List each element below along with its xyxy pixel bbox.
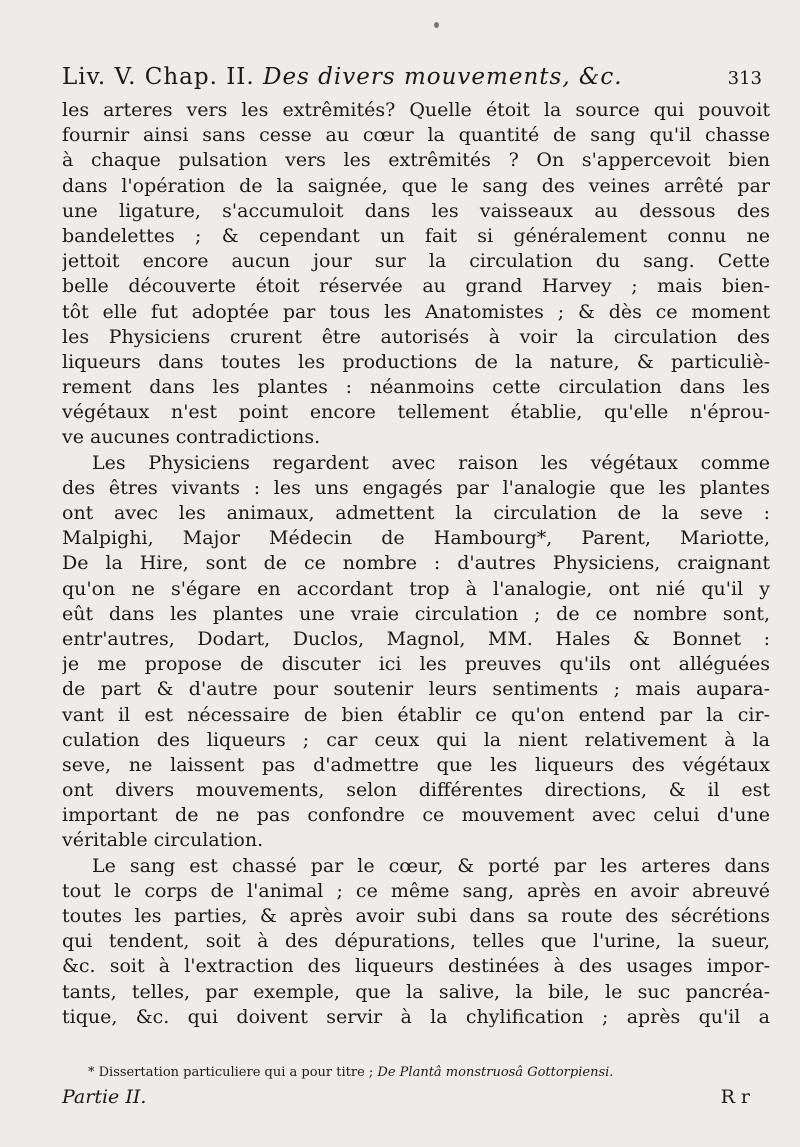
text-line: tants, telles, par exemple, que la salive, la bile, le suc pancréa- — [62, 980, 770, 1003]
ink-dot — [434, 22, 439, 28]
text-line: De la Hire, sont de ce nombre : d'autres Physiciens, craignant — [62, 552, 770, 575]
text-line: ve aucunes contradictions. — [62, 426, 321, 449]
footnote-title: De Plantâ monstruosâ Gottorpiensi. — [377, 1065, 614, 1080]
text-line: des êtres vivants : les uns engagés par l'analogie que les plantes — [62, 476, 770, 499]
text-line: les arteres vers les extrêmités? Quelle étoit la source qui pouvoit — [62, 99, 770, 121]
text-line: culation des liqueurs ; car ceux qui la nient relativement à la — [62, 728, 770, 751]
text-line: toutes les parties, & après avoir subi dans sa route des sécrétions — [62, 905, 770, 927]
text-line: Le sang est chassé par le cœur, & porté par les arteres dans — [92, 854, 770, 877]
text-line: Les Physiciens regardent avec raison les végétaux comme — [92, 451, 770, 474]
text-line: une ligature, s'accumuloit dans les vaisseaux au dessous des — [62, 199, 770, 222]
text-line: Malpighi, Major Médecin de Hambourg*, Parent, Mariotte, — [62, 527, 770, 550]
running-head-title: Des divers mouvements, &c. — [263, 64, 623, 90]
footnote — [88, 1065, 768, 1080]
text-line: ont avec les animaux, admettent la circulation de la seve : — [62, 502, 770, 524]
page-header — [62, 64, 762, 96]
text-line: les Physiciens crurent être autorisés à voir la circulation des — [62, 325, 770, 348]
text-line: rement dans les plantes : néanmoins cette circulation dans les — [62, 376, 770, 399]
text-line: ont divers mouvements, selon différentes directions, & il est — [62, 779, 770, 802]
text-line: qu'on ne s'égare en accordant trop à l'analogie, ont nié qu'il y — [62, 577, 770, 600]
text-line: tout le corps de l'animal ; ce même sang, après en avoir abreuvé — [62, 879, 770, 902]
text-line: liqueurs dans toutes les productions de la nature, & particuliè- — [62, 350, 770, 373]
text-line: fournir ainsi sans cesse au cœur la quantité de sang qu'il chasse — [62, 124, 770, 147]
text-line: véritable circulation. — [62, 829, 264, 852]
text-line: je me propose de discuter ici les preuves qu'ils ont alléguées — [62, 653, 770, 676]
footnote-text: * Dissertation particuliere qui a pour titre ; — [88, 1065, 378, 1080]
text-line: &c. soit à l'extraction des liqueurs destinées à des usages impor- — [62, 955, 770, 978]
signature-line — [62, 1086, 750, 1108]
text-line: de part & d'autre pour soutenir leurs sentiments ; mais aupara- — [62, 678, 770, 701]
part-label: Partie II. — [62, 1086, 147, 1108]
text-line: jettoit encore aucun jour sur la circulation du sang. Cette — [62, 250, 770, 273]
text-line: tique, &c. qui doivent servir à la chylification ; après qu'il a — [62, 1005, 770, 1028]
running-head — [62, 64, 623, 90]
text-line: entr'autres, Dodart, Duclos, Magnol, MM. Hales & Bonnet : — [62, 627, 770, 650]
text-line: qui tendent, soit à des dépurations, telles que l'urine, la sueur, — [62, 930, 770, 953]
text-line: à chaque pulsation vers les extrêmités ? On s'appercevoit bien — [62, 149, 770, 172]
running-head-chapter: Liv. V. Chap. II. — [62, 64, 255, 90]
signature-mark: R r — [720, 1086, 750, 1108]
text-line: eût dans les plantes une vraie circulation ; de ce nombre sont, — [62, 602, 770, 625]
body-text — [62, 98, 770, 1030]
text-line: tôt elle fut adoptée par tous les Anatomistes ; & dès ce moment — [62, 300, 770, 323]
text-line: seve, ne laissent pas d'admettre que les liqueurs des végétaux — [62, 753, 770, 776]
text-line: végétaux n'est point encore tellement établie, qu'elle n'éprou- — [62, 401, 770, 424]
text-line: dans l'opération de la saignée, que le sang des veines arrêté par — [62, 174, 770, 197]
text-line: vant il est nécessaire de bien établir ce qu'on entend par la cir- — [62, 703, 770, 726]
text-line: belle découverte étoit réservée au grand Harvey ; mais bien- — [62, 275, 770, 298]
text-line: bandelettes ; & cependant un fait si généralement connu ne — [62, 224, 770, 247]
page-number: 313 — [727, 68, 762, 89]
text-line: important de ne pas confondre ce mouvement avec celui d'une — [62, 804, 770, 827]
